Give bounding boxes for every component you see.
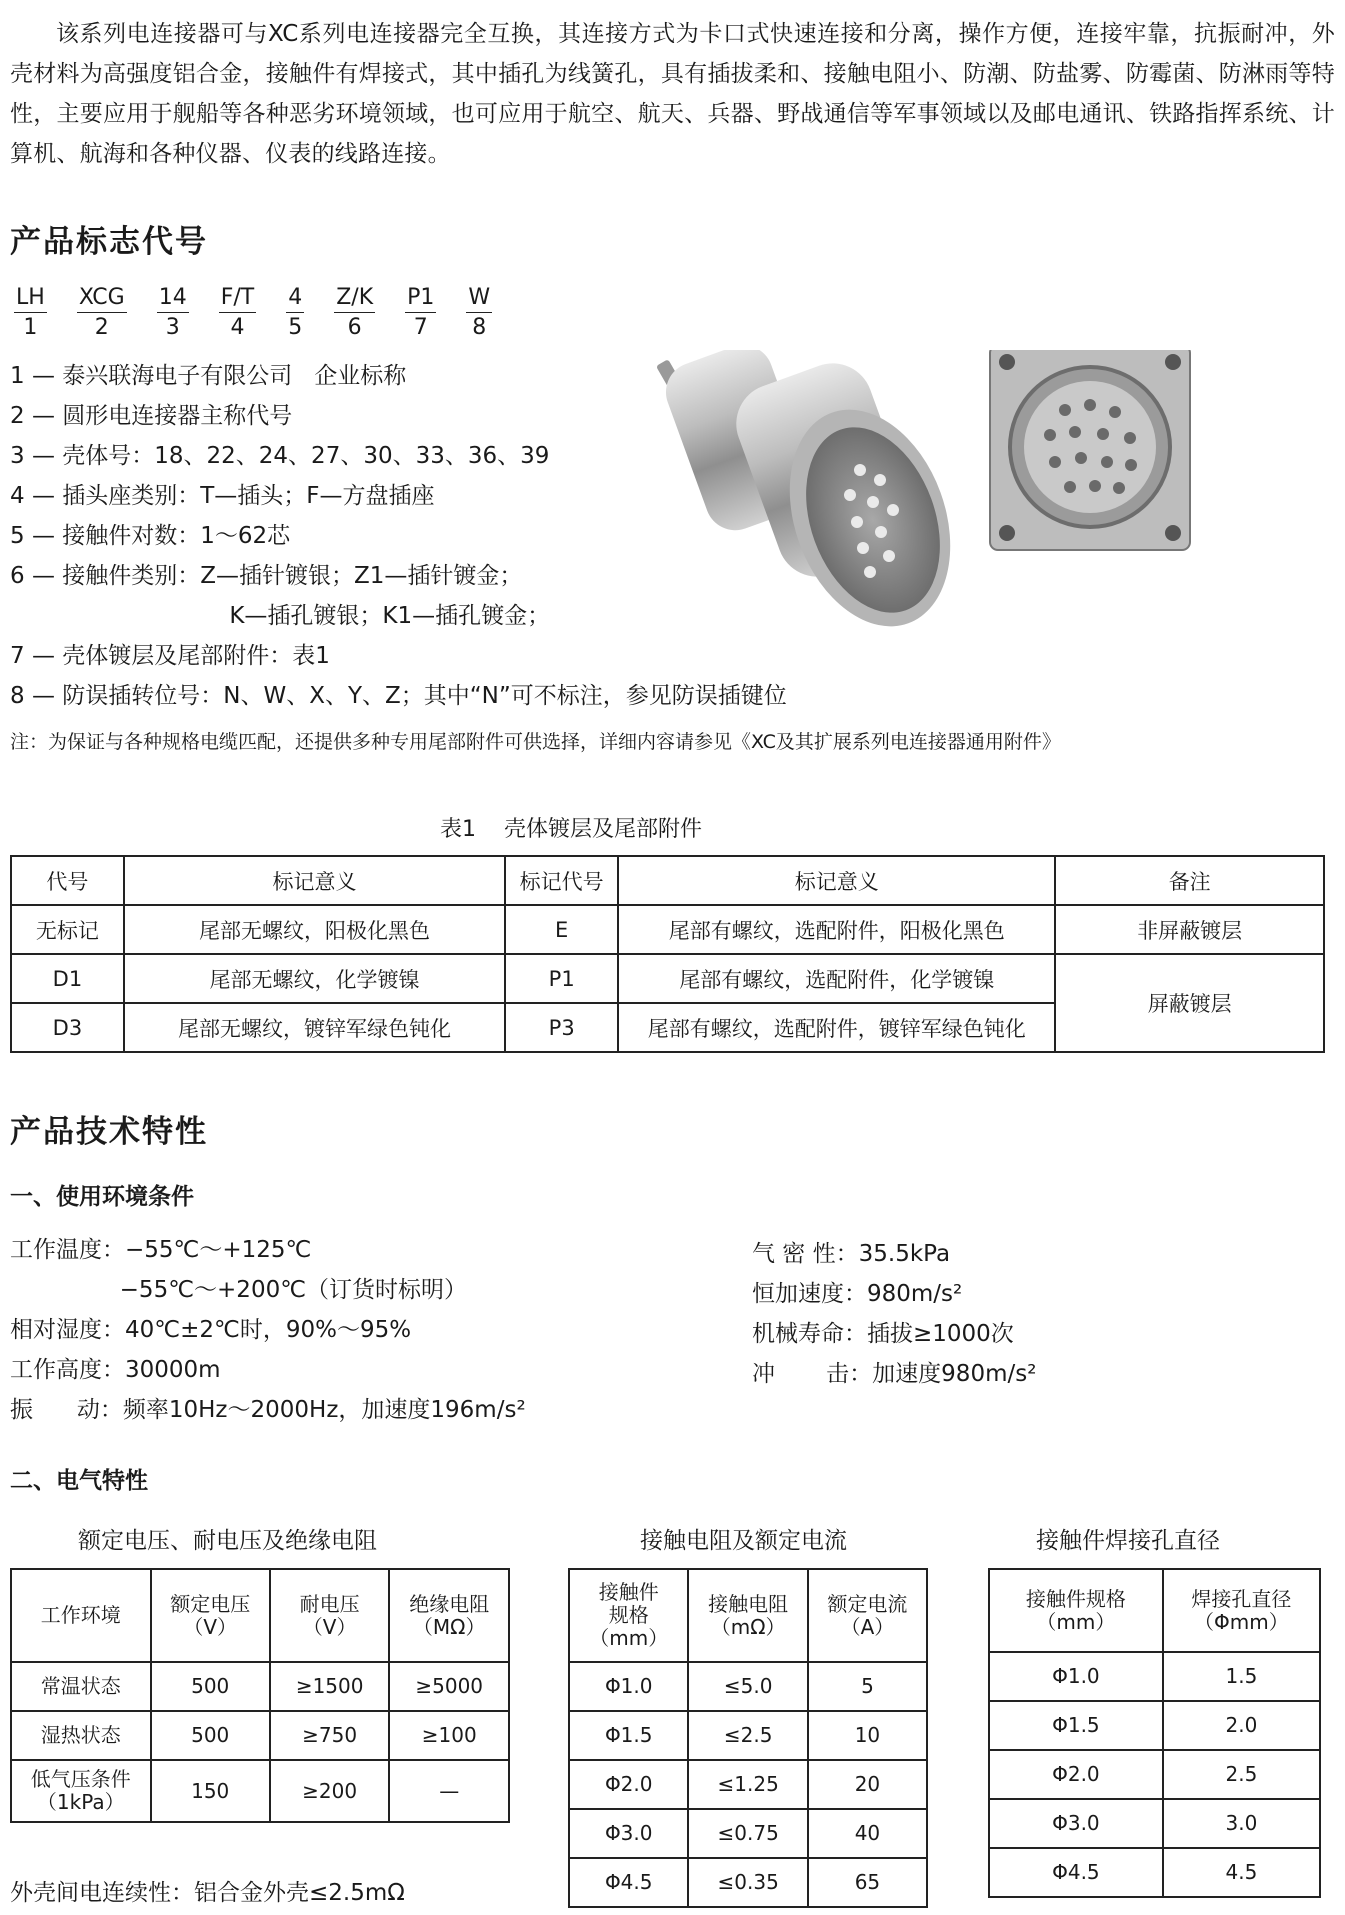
legend-item: 8 — 防误插转位号：N、W、X、Y、Z；其中“N”可不标注，参见防误插键位: [10, 683, 787, 709]
table-cell: 无标记: [11, 905, 124, 954]
code-item: [286, 284, 304, 343]
table-header-cell: 接触电阻 （mΩ）: [688, 1569, 807, 1662]
table-header-cell: 工作环境: [11, 1569, 151, 1662]
code-index: 8: [472, 315, 487, 340]
code-index: 2: [94, 315, 109, 340]
table-cell: Φ2.0: [989, 1750, 1163, 1799]
table-cell: ≤0.75: [688, 1809, 807, 1858]
table-header-cell: 标记代号: [505, 856, 618, 905]
env-item: 相对湿度：40℃±2℃时，90%～95%: [10, 1317, 412, 1343]
table-cell: 尾部无螺纹，镀锌军绿色钝化: [124, 1003, 505, 1052]
env-item: 工作高度：30000m: [10, 1357, 221, 1383]
table-cell: 3.0: [1163, 1799, 1320, 1848]
table-cell: ≤0.35: [688, 1858, 807, 1907]
table-row: [989, 1750, 1320, 1799]
table-cell: 湿热状态: [11, 1711, 151, 1760]
code-index: 7: [413, 315, 428, 340]
table-row: [569, 1809, 927, 1858]
legend-item: 2 — 圆形电连接器主称代号: [10, 403, 293, 429]
env-item: −55℃～+200℃（订货时标明）: [10, 1277, 468, 1303]
table-cell: 屏蔽镀层: [1055, 954, 1324, 1052]
table-cell: 5: [808, 1662, 927, 1711]
table-cell: ≥5000: [389, 1662, 509, 1711]
table-cell: P1: [505, 954, 618, 1003]
legend-item: 4 — 插头座类别：T—插头；F—方盘插座: [10, 483, 435, 509]
table-row: [989, 1799, 1320, 1848]
table-header-row: [569, 1569, 927, 1662]
table-cell: Φ3.0: [989, 1799, 1163, 1848]
code-value: XCG: [77, 284, 127, 313]
table-cell: Φ2.0: [569, 1760, 688, 1809]
table-row: [989, 1701, 1320, 1750]
code-item: [405, 284, 436, 343]
table-row: [989, 1848, 1320, 1897]
intro-paragraph: [10, 14, 1335, 174]
table-cell: 尾部有螺纹，选配附件，阳极化黑色: [618, 905, 1055, 954]
table-header-cell: 标记意义: [124, 856, 505, 905]
table-cell: 10: [808, 1711, 927, 1760]
legend-item: 1 — 泰兴联海电子有限公司 企业标称: [10, 363, 407, 389]
table-row: [11, 1711, 509, 1760]
receptacle-connector: [990, 350, 1190, 550]
env-item: 冲 击：加速度980m/s²: [752, 1361, 1037, 1387]
table1-title: 表1 壳体镀层及尾部附件: [440, 817, 702, 842]
table1: [10, 855, 1325, 1053]
code-value: 14: [157, 284, 189, 313]
table-header-cell: 备注: [1055, 856, 1324, 905]
table-cell: 1.5: [1163, 1652, 1320, 1701]
intro-text: 该系列电连接器可与XC系列电连接器完全互换，其连接方式为卡口式快速连接和分离，操作方便，连接牢靠，抗振耐冲，外壳材料为高强度铝合金，接触件有焊接式，其中插孔为线簧孔，具有插拔柔和、接触电阻小、防潮、防盐雾、防霉菌、防淋雨等特性，主要应用于舰船等各种恶劣环境领域，也可应用于航空、航天、兵器、野战通信等军事领域以及邮电通讯、铁路指挥系统、计算机、航海和各种仪器、仪表的线路连接。: [10, 21, 1335, 167]
table-cell: 4.5: [1163, 1848, 1320, 1897]
connector-product-photo: [645, 350, 1325, 650]
tech-section-title: 产品技术特性: [10, 1114, 208, 1150]
table-cell: —: [389, 1760, 509, 1822]
table-cell: 非屏蔽镀层: [1055, 905, 1324, 954]
code-value: LH: [14, 284, 47, 313]
table-row: [11, 1760, 509, 1822]
table-row: [11, 905, 1324, 954]
table-cell: ≥200: [270, 1760, 390, 1822]
code-item: [77, 284, 127, 343]
code-index: 5: [288, 315, 303, 340]
code-designation: [14, 284, 522, 343]
table-header-cell: 代号: [11, 856, 124, 905]
table-cell: ≥1500: [270, 1662, 390, 1711]
table-row: [569, 1858, 927, 1907]
table-cell: D1: [11, 954, 124, 1003]
legend-item: 5 — 接触件对数：1～62芯: [10, 523, 291, 549]
table-row: [569, 1662, 927, 1711]
table-header-cell: 焊接孔直径 （Φmm）: [1163, 1569, 1320, 1652]
table-header-row: [11, 856, 1324, 905]
table-cell: Φ1.5: [569, 1711, 688, 1760]
env-item: 振 动：频率10Hz～2000Hz，加速度196m/s²: [10, 1397, 526, 1423]
table-cell: ≤1.25: [688, 1760, 807, 1809]
table-cell: 尾部无螺纹，化学镀镍: [124, 954, 505, 1003]
table-cell: ≤5.0: [688, 1662, 807, 1711]
env-item: 工作温度：−55℃～+125℃: [10, 1237, 312, 1263]
table-header-row: [11, 1569, 509, 1662]
table-cell: 150: [151, 1760, 270, 1822]
code-item: [157, 284, 189, 343]
table-header-cell: 耐电压 （V）: [270, 1569, 390, 1662]
code-value: P1: [405, 284, 436, 313]
code-item: [219, 284, 257, 343]
env-section-title: 一、使用环境条件: [10, 1184, 194, 1210]
table-cell: D3: [11, 1003, 124, 1052]
table2: [10, 1568, 510, 1823]
table-cell: 20: [808, 1760, 927, 1809]
table-cell: Φ1.0: [569, 1662, 688, 1711]
table-cell: E: [505, 905, 618, 954]
table-cell: 2.5: [1163, 1750, 1320, 1799]
table-row: [569, 1711, 927, 1760]
table-cell: 65: [808, 1858, 927, 1907]
plug-connector: [656, 350, 979, 649]
table-cell: 2.0: [1163, 1701, 1320, 1750]
legend-item: 6 — 接触件类别：Z—插针镀银；Z1—插针镀金；: [10, 563, 523, 589]
table4: [988, 1568, 1321, 1898]
table4-caption: 接触件焊接孔直径: [1036, 1528, 1220, 1554]
table-header-cell: 接触件规格 （mm）: [989, 1569, 1163, 1652]
code-value: Z/K: [334, 284, 375, 313]
table-header-cell: 标记意义: [618, 856, 1055, 905]
shell-continuity: 外壳间电连续性：铝合金外壳≤2.5mΩ: [10, 1880, 405, 1906]
env-conditions-left: [10, 1230, 526, 1430]
env-conditions-right: [752, 1234, 1036, 1394]
table2-caption: 额定电压、耐电压及绝缘电阻: [78, 1528, 377, 1554]
table-row: [569, 1760, 927, 1809]
code-index: 4: [230, 315, 245, 340]
env-item: 恒加速度：980m/s²: [752, 1281, 963, 1307]
code-section-title: 产品标志代号: [10, 224, 208, 260]
table-cell: Φ4.5: [569, 1858, 688, 1907]
table-header-cell: 额定电流 （A）: [808, 1569, 927, 1662]
table-row: [11, 1662, 509, 1711]
table-cell: ≤2.5: [688, 1711, 807, 1760]
table-cell: 40: [808, 1809, 927, 1858]
table-cell: P3: [505, 1003, 618, 1052]
table-cell: Φ4.5: [989, 1848, 1163, 1897]
legend-item: 3 — 壳体号：18、22、24、27、30、33、36、39: [10, 443, 550, 469]
table-row: [11, 954, 1324, 1003]
code-index: 3: [165, 315, 180, 340]
code-value: W: [466, 284, 492, 313]
code-index: 1: [23, 315, 38, 340]
table-cell: ≥100: [389, 1711, 509, 1760]
table-cell: ≥750: [270, 1711, 390, 1760]
table-cell: 低气压条件 （1kPa）: [11, 1760, 151, 1822]
code-item: [466, 284, 492, 343]
table-header-cell: 接触件 规格 （mm）: [569, 1569, 688, 1662]
table-header-cell: 绝缘电阻 （MΩ）: [389, 1569, 509, 1662]
table-row: [989, 1652, 1320, 1701]
table-cell: Φ1.0: [989, 1652, 1163, 1701]
table-header-row: [989, 1569, 1320, 1652]
table-header-cell: 额定电压 （V）: [151, 1569, 270, 1662]
code-value: 4: [286, 284, 304, 313]
table3-caption: 接触电阻及额定电流: [640, 1528, 847, 1554]
code-item: [334, 284, 375, 343]
table-cell: 尾部无螺纹，阳极化黑色: [124, 905, 505, 954]
legend-item: K—插孔镀银；K1—插孔镀金；: [10, 603, 551, 629]
env-item: 气 密 性：35.5kPa: [752, 1241, 951, 1267]
table-cell: Φ1.5: [989, 1701, 1163, 1750]
table-cell: 尾部有螺纹，选配附件，化学镀镍: [618, 954, 1055, 1003]
accessory-note: 注：为保证与各种规格电缆匹配，还提供多种专用尾部附件可供选择，详细内容请参见《XC及其扩展系列电连接器通用附件》: [10, 731, 1061, 753]
elec-section-title: 二、电气特性: [10, 1468, 148, 1494]
table-cell: 常温状态: [11, 1662, 151, 1711]
table-cell: 尾部有螺纹，选配附件，镀锌军绿色钝化: [618, 1003, 1055, 1052]
code-value: F/T: [219, 284, 257, 313]
table3: [568, 1568, 928, 1908]
legend-item: 7 — 壳体镀层及尾部附件：表1: [10, 643, 330, 669]
table-cell: Φ3.0: [569, 1809, 688, 1858]
table-cell: 500: [151, 1662, 270, 1711]
code-index: 6: [347, 315, 362, 340]
table-cell: 500: [151, 1711, 270, 1760]
code-item: [14, 284, 47, 343]
env-item: 机械寿命：插拔≥1000次: [752, 1321, 1014, 1347]
